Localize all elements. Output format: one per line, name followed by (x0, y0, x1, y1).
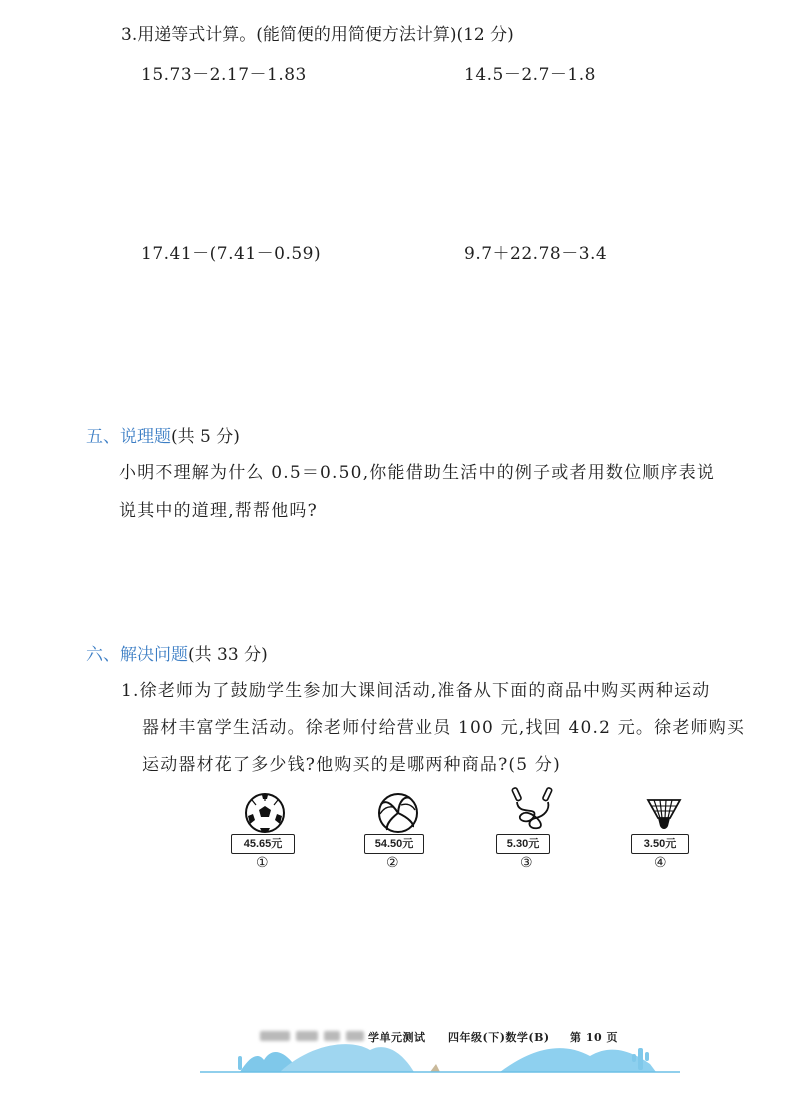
section-6-heading (86, 640, 268, 665)
section-5-title: 五、说理题 (86, 427, 171, 447)
jump-rope-icon (508, 786, 558, 832)
product-4-index: ④ (654, 855, 667, 871)
product-3-index: ③ (520, 855, 533, 871)
soccer-ball-icon (244, 792, 286, 834)
product-4-price: 3.50元 (631, 834, 689, 854)
question-1-line-1: 1.徐老师为了鼓励学生参加大课间活动,准备从下面的商品中购买两种运动 (121, 681, 711, 701)
shuttlecock-icon (644, 794, 684, 832)
product-3-price: 5.30元 (496, 834, 550, 854)
volleyball-icon (377, 792, 419, 834)
footer-decoration (200, 1030, 680, 1080)
question-1-line-3: 运动器材花了多少钱?他购买的是哪两种商品?(5 分) (142, 755, 561, 775)
expression-4: 9.7＋22.78－3.4 (464, 244, 608, 264)
question-3-title: 3.用递等式计算。(能简便的用简便方法计算)(12 分) (121, 25, 514, 45)
question-1-line-2: 器材丰富学生活动。徐老师付给营业员 100 元,找回 40.2 元。徐老师购买 (142, 718, 746, 738)
footer-title: 学单元测试 (368, 1031, 426, 1044)
section-5-score: (共 5 分) (171, 427, 240, 447)
footer-page-number: 第 10 页 (570, 1031, 618, 1044)
section-5-heading (86, 422, 240, 447)
section-5-line-1: 小明不理解为什么 0.5＝0.50,你能借助生活中的例子或者用数位顺序表说 (119, 463, 716, 483)
expression-2: 14.5－2.7－1.8 (464, 65, 596, 85)
expression-1: 15.73－2.17－1.83 (141, 65, 307, 85)
expression-3: 17.41－(7.41－0.59) (141, 244, 322, 264)
product-1-price: 45.65元 (231, 834, 295, 854)
product-2-index: ② (386, 855, 399, 871)
section-5-line-2: 说其中的道理,帮帮他吗? (119, 501, 318, 521)
product-2-price: 54.50元 (364, 834, 424, 854)
section-6-score: (共 33 分) (188, 645, 268, 665)
product-1-index: ① (256, 855, 269, 871)
footer-grade: 四年级(下)数学(B) (448, 1031, 550, 1044)
section-6-title: 六、解决问题 (86, 645, 188, 665)
